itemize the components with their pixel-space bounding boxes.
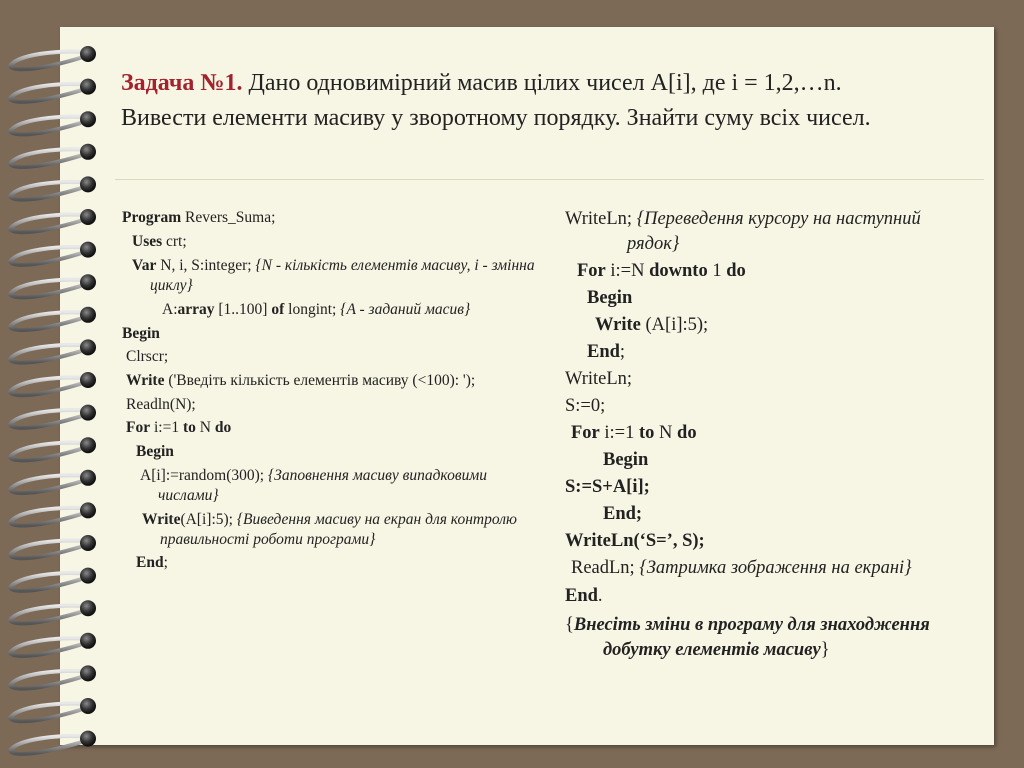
keyword: End; [603, 504, 643, 524]
keyword: Var [132, 257, 157, 274]
code-line [565, 420, 985, 447]
keyword: downto [649, 261, 708, 281]
code-line [565, 339, 985, 366]
binding-hole [80, 470, 96, 486]
keyword: End [565, 586, 598, 606]
keyword: End [136, 554, 164, 571]
keyword: Begin [136, 443, 174, 460]
spiral-ring [10, 378, 86, 396]
binding-hole [80, 46, 96, 62]
code-line [565, 613, 985, 663]
binding-hole [80, 209, 96, 225]
binding-hole [80, 405, 96, 421]
code-comment: {Переведення курсору на наступний [636, 209, 921, 229]
keyword: For [126, 419, 151, 436]
spiral-ring [10, 475, 86, 493]
keyword: Write [142, 511, 181, 528]
task-lead: Задача №1. [121, 70, 243, 96]
code-right-column [565, 208, 985, 663]
keyword: do [214, 419, 232, 436]
code-text: ; [163, 554, 168, 571]
code-line [565, 474, 985, 501]
spiral-ring [10, 606, 86, 624]
keyword: do [677, 423, 697, 443]
code-text: i:=1 [599, 423, 639, 443]
keyword: Uses [132, 233, 163, 250]
code-text: i:=N [605, 261, 650, 281]
divider [115, 179, 984, 180]
assignment-note: Внесіть зміни в програму для знаходження добутку елементів масиву [573, 615, 930, 660]
keyword: End [587, 342, 620, 362]
code-line [142, 510, 542, 550]
code-text: crt; [162, 233, 187, 250]
spiral-ring [10, 280, 86, 298]
task-statement [121, 66, 921, 136]
code-comment: {A - заданий масив} [340, 301, 471, 318]
binding-hole [80, 600, 96, 616]
spiral-ring [10, 345, 86, 363]
code-text: N, i, S:integer; [156, 257, 256, 274]
spiral-ring [10, 508, 86, 526]
code-line [122, 553, 542, 573]
binding-hole [80, 307, 96, 323]
code-line [565, 393, 985, 420]
code-line [122, 347, 542, 367]
code-line [565, 583, 985, 610]
code-comment: рядок} [627, 234, 680, 254]
code-line [162, 300, 542, 320]
keyword: For [577, 261, 606, 281]
code-text: WriteLn; [565, 369, 633, 389]
spiral-ring [10, 704, 86, 722]
spiral-ring [10, 215, 86, 233]
binding-hole [80, 633, 96, 649]
code-text: i:=1 [150, 419, 183, 436]
binding-hole [80, 274, 96, 290]
code-line [565, 208, 985, 230]
code-line [132, 256, 542, 296]
code-line [122, 418, 542, 438]
code-text: 1 [707, 261, 727, 281]
keyword: to [182, 419, 196, 436]
code-line [122, 395, 542, 415]
binding-hole [80, 698, 96, 714]
keyword: do [726, 261, 746, 281]
code-comment: {Виведення масиву на екран для контролю правильності роботи програми} [160, 511, 517, 548]
keyword: Write [595, 315, 641, 335]
code-line [122, 324, 542, 344]
code-text: Clrscr; [126, 348, 169, 365]
code-line [565, 501, 985, 528]
keyword: of [271, 301, 285, 318]
task-text: Дано одновимірний масив цілих чисел A[i], де i = 1,2,…n. Вивести елементи масиву у зворотному порядку. Знайти суму всіх чисел. [121, 70, 871, 131]
code-text: ReadLn; [571, 558, 640, 578]
code-line [140, 466, 542, 506]
code-line [565, 230, 985, 258]
binding-hole [80, 731, 96, 747]
spiral-ring [10, 573, 86, 591]
code-text: } [820, 640, 830, 660]
binding-hole [80, 437, 96, 453]
code-text: N [654, 423, 678, 443]
spiral-ring [10, 410, 86, 428]
spiral-ring [10, 247, 86, 265]
binding-hole [80, 242, 96, 258]
binding-hole [80, 79, 96, 95]
code-comment: {Заповнення масиву випадковими числами} [158, 467, 487, 504]
code-comment: {Затримка зображення на екрані} [639, 558, 912, 578]
binding-hole [80, 535, 96, 551]
code-text: Revers_Suma; [181, 209, 276, 226]
code-line [565, 447, 985, 474]
code-line [122, 232, 542, 252]
keyword: Begin [587, 288, 633, 308]
spiral-ring [10, 117, 86, 135]
code-text: . [597, 586, 603, 606]
code-line [565, 258, 985, 285]
code-comment: {N - кількість елементів масиву, i - змінна циклу} [150, 257, 535, 294]
code-left-column [122, 208, 542, 573]
code-text: ; [619, 342, 626, 362]
keyword: Begin [603, 450, 649, 470]
code-text: N [195, 419, 215, 436]
spiral-ring [10, 84, 86, 102]
code-text: longint; [284, 301, 341, 318]
code-text: Readln(N); [126, 396, 196, 413]
keyword: Write [126, 372, 165, 389]
binding-hole [80, 502, 96, 518]
code-text: S:=S+A[i]; [565, 477, 650, 497]
code-text: WriteLn(‘S=’, S); [565, 531, 705, 551]
code-text: (A[i]:5); [640, 315, 709, 335]
code-line [565, 366, 985, 393]
spiral-ring [10, 149, 86, 167]
binding-hole [80, 372, 96, 388]
code-text: A[i]:=random(300); [140, 467, 268, 484]
spiral-ring [10, 443, 86, 461]
keyword: Program [122, 209, 182, 226]
binding-hole [80, 665, 96, 681]
binding-hole [80, 111, 96, 127]
binding-hole [80, 176, 96, 192]
code-line [565, 528, 985, 555]
code-line [571, 557, 985, 580]
spiral-ring [10, 736, 86, 754]
code-line [565, 285, 985, 312]
code-line [126, 371, 542, 391]
spiral-ring [10, 541, 86, 559]
keyword: Begin [122, 325, 160, 342]
spiral-ring [10, 638, 86, 656]
code-line [565, 312, 985, 339]
code-text: ('Введіть кількість елементів масиву (<100): '); [164, 372, 476, 389]
code-text: WriteLn; [565, 209, 637, 229]
code-text: { [565, 615, 574, 635]
code-text: S:=0; [565, 396, 606, 416]
code-text: [1..100] [214, 301, 272, 318]
spiral-ring [10, 312, 86, 330]
spiral-ring [10, 52, 86, 70]
spiral-binding [0, 0, 110, 768]
code-line [122, 442, 542, 462]
code-text: (A[i]:5); [180, 511, 237, 528]
keyword: to [638, 423, 655, 443]
binding-hole [80, 339, 96, 355]
keyword: array [177, 301, 215, 318]
keyword: For [571, 423, 600, 443]
code-line [122, 208, 542, 228]
binding-hole [80, 568, 96, 584]
spiral-ring [10, 182, 86, 200]
code-text: A: [162, 301, 178, 318]
spiral-ring [10, 671, 86, 689]
binding-hole [80, 144, 96, 160]
